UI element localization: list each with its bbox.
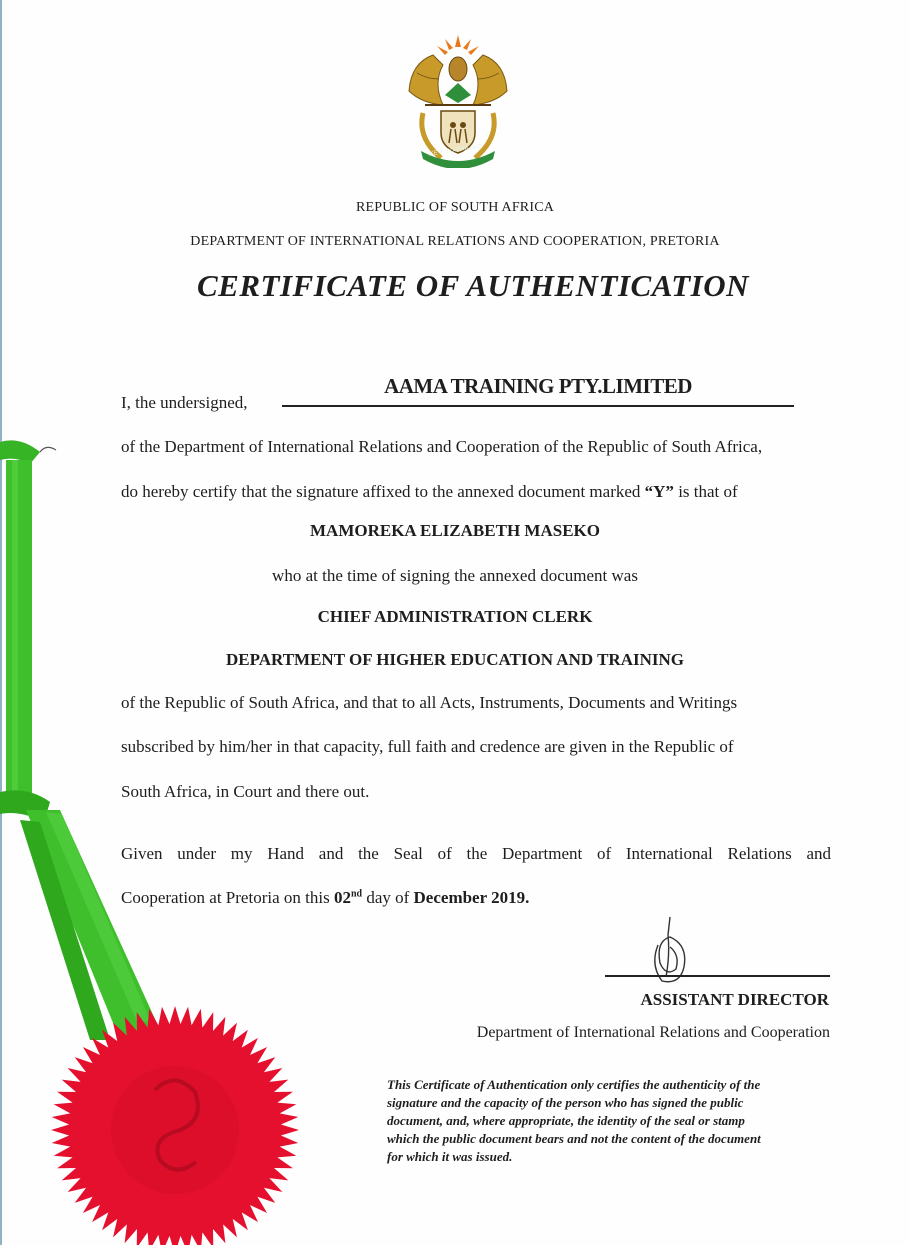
- country-name: REPUBLIC OF SOUTH AFRICA: [355, 200, 555, 215]
- body-line-6: South Africa, in Court and there out.: [121, 782, 370, 801]
- coat-of-arms-motto: !KE E: /XARRA //KE: [427, 144, 482, 158]
- body-line-3: who at the time of signing the annexed document was: [272, 566, 638, 585]
- disclaimer-line-2: signature and the capacity of the person who has signed the public: [387, 1095, 744, 1110]
- undersigned-name: AAMA TRAINING PTY.LIMITED: [384, 374, 692, 398]
- disclaimer-line-4: which the public document bears and not the content of the document: [387, 1131, 761, 1146]
- body-line-1: of the Department of International Relations and Cooperation of the Republic of South Africa,: [121, 437, 763, 456]
- document-mark: “Y”: [644, 482, 674, 501]
- given-line-2-mid: day of: [362, 888, 414, 907]
- signature-line: [605, 975, 830, 977]
- undersigned-prefix: I, the undersigned,: [121, 393, 248, 412]
- signatory-position: CHIEF ADMINISTRATION CLERK: [317, 607, 593, 626]
- signature-department: Department of International Relations and Cooperation: [476, 1024, 830, 1041]
- given-month-year: December 2019.: [413, 888, 530, 907]
- disclaimer-block: [387, 1076, 837, 1166]
- body-line-2-start: do hereby certify that the signature affixed to the annexed document marked: [121, 482, 645, 501]
- disclaimer-line-1: This Certificate of Authentication only certifies the authenticity of the: [387, 1077, 761, 1092]
- body-line-4: of the Republic of South Africa, and that to all Acts, Instruments, Documents and Writings: [121, 693, 738, 712]
- body-line-5: subscribed by him/her in that capacity, full faith and credence are given in the Republic of: [121, 737, 734, 756]
- signatory-name: MAMOREKA ELIZABETH MASEKO: [310, 521, 600, 540]
- disclaimer-line-3: document, and, where appropriate, the identity of the seal or stamp: [387, 1113, 745, 1128]
- given-day: 02: [333, 888, 351, 907]
- signatory-department: DEPARTMENT OF HIGHER EDUCATION AND TRAINING: [226, 650, 684, 669]
- given-day-suffix: nd: [350, 888, 363, 900]
- department-header: DEPARTMENT OF INTERNATIONAL RELATIONS AND COOPERATION, PRETORIA: [190, 234, 720, 249]
- body-line-2-end: is that of: [673, 482, 738, 501]
- given-line-1: Given under my Hand and the Seal of the Department of International Relations and: [121, 844, 831, 863]
- ribbon-and-seal: [0, 430, 310, 1245]
- certificate-title: CERTIFICATE OF AUTHENTICATION: [197, 268, 749, 303]
- disclaimer-line-5: for which it was issued.: [387, 1149, 513, 1164]
- given-line-2-start: Cooperation at Pretoria on this: [121, 888, 334, 907]
- undersigned-underline: [282, 405, 794, 407]
- signature-title: ASSISTANT DIRECTOR: [640, 990, 829, 1009]
